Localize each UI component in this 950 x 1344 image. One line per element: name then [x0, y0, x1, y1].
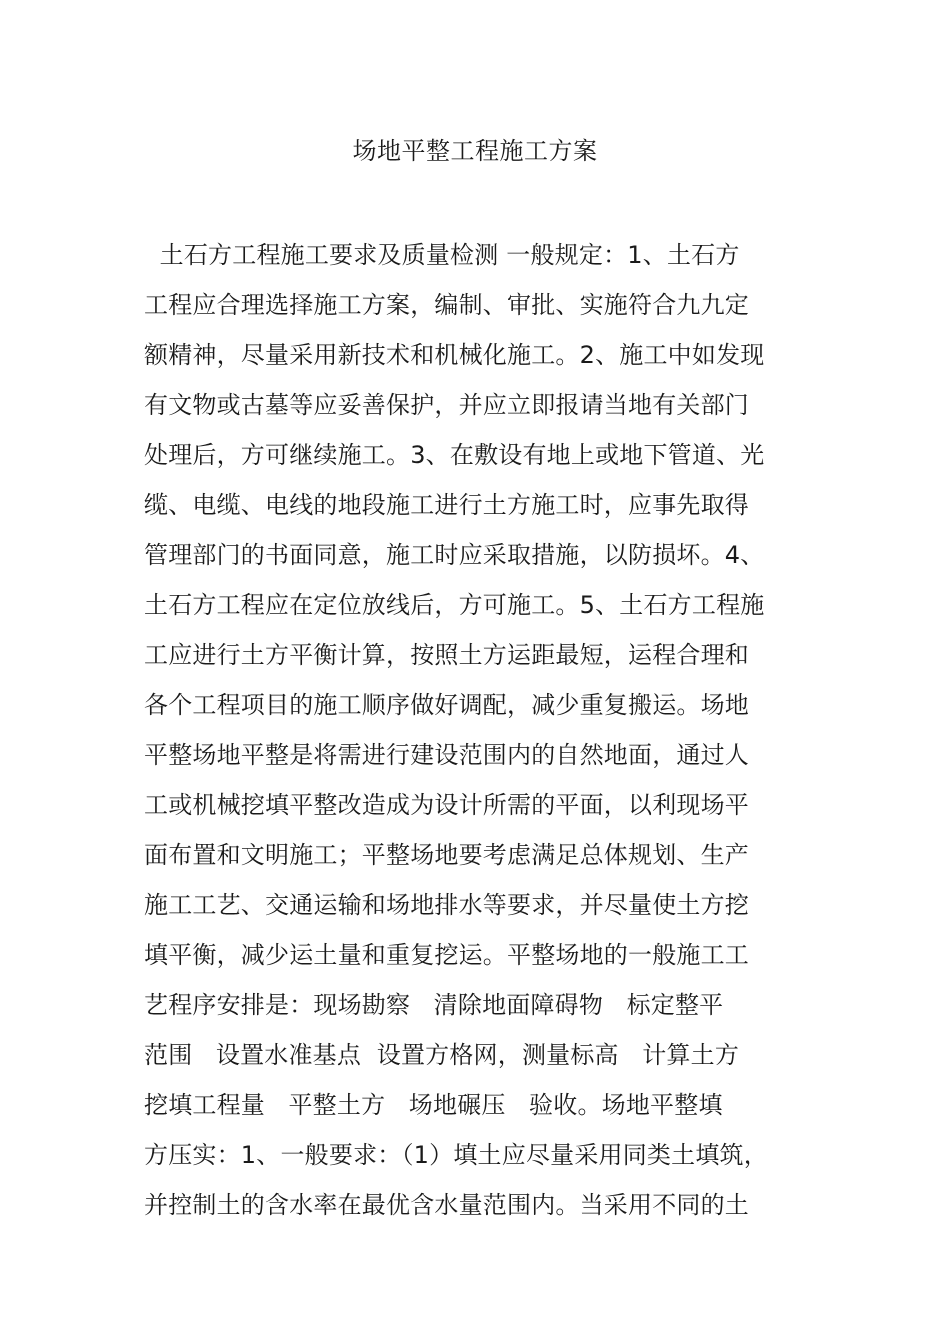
body-line: 土石方工程应在定位放线后，方可施工。5、土石方工程施 [144, 591, 765, 619]
body-line: 挖填工程量 平整土方 场地碾压 验收。场地平整填 [144, 1091, 723, 1119]
body-line: 施工工艺、交通运输和场地排水等要求，并尽量使土方挖 [144, 891, 749, 919]
document-title: 场地平整工程施工方案 [352, 137, 598, 165]
body-line: 工或机械挖填平整改造成为设计所需的平面，以利现场平 [144, 791, 749, 819]
body-line: 面布置和文明施工；平整场地要考虑满足总体规划、生产 [144, 841, 749, 869]
body-line: 缆、电缆、电线的地段施工进行土方施工时，应事先取得 [144, 491, 749, 519]
body-line: 土石方工程施工要求及质量检测 一般规定：1、土石方 [144, 241, 740, 269]
body-line: 各个工程项目的施工顺序做好调配，减少重复搬运。场地 [144, 691, 749, 719]
body-line: 平整场地平整是将需进行建设范围内的自然地面，通过人 [144, 741, 749, 769]
body-line: 范围 设置水准基点 设置方格网，测量标高 计算土方 [144, 1041, 740, 1069]
body-line: 并控制土的含水率在最优含水量范围内。当采用不同的土 [144, 1191, 749, 1219]
body-line: 工程应合理选择施工方案，编制、审批、实施符合九九定 [144, 291, 749, 319]
body-line: 有文物或古墓等应妥善保护，并应立即报请当地有关部门 [144, 391, 749, 419]
body-line: 填平衡，减少运土量和重复挖运。平整场地的一般施工工 [144, 941, 749, 969]
body-line: 额精神，尽量采用新技术和机械化施工。2、施工中如发现 [144, 341, 765, 369]
body-line: 方压实：1、一般要求：（1）填土应尽量采用同类土填筑， [144, 1141, 768, 1169]
document-body [144, 230, 809, 1230]
body-line: 艺程序安排是：现场勘察 清除地面障碍物 标定整平 [144, 991, 724, 1019]
body-line: 处理后，方可继续施工。3、在敷设有地上或地下管道、光 [144, 441, 765, 469]
body-line: 工应进行土方平衡计算，按照土方运距最短，运程合理和 [144, 641, 749, 669]
body-line: 管理部门的书面同意，施工时应采取措施，以防损坏。4、 [144, 541, 765, 569]
